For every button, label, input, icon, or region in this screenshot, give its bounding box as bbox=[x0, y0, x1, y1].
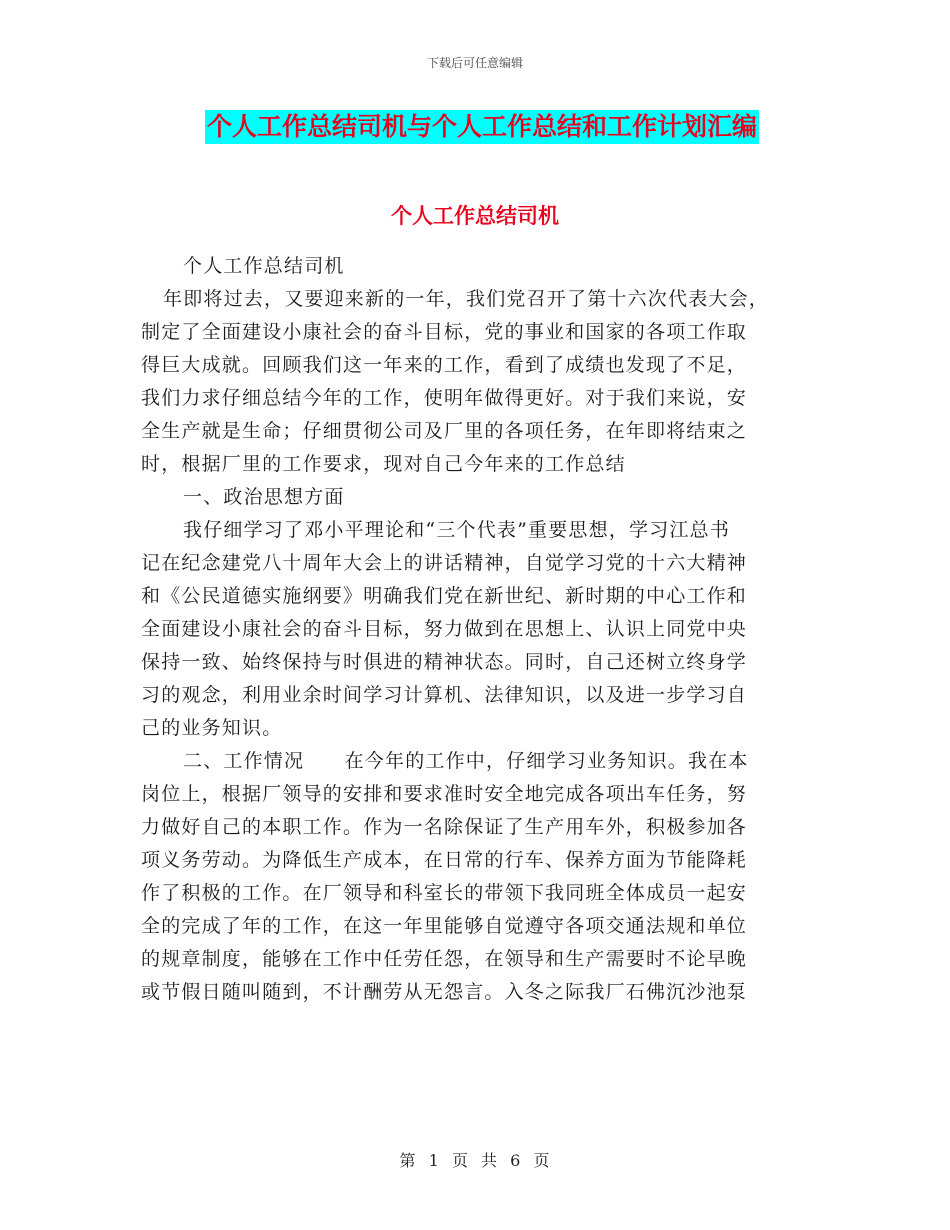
body-line: 全面建设小康社会的奋斗目标，努力做到在思想上、认识上同党中央 bbox=[141, 618, 748, 640]
body-line: 一、政治思想方面 bbox=[183, 486, 345, 508]
document-body bbox=[141, 250, 816, 1009]
body-line: 己的业务知识。 bbox=[141, 717, 283, 739]
body-line: 年即将过去，又要迎来新的一年，我们党召开了第十六次代表大会， bbox=[163, 288, 770, 310]
body-line: 作了积极的工作。在厂领导和科室长的带领下我同班全体成员一起安 bbox=[141, 882, 748, 904]
body-line: 记在纪念建党八十周年大会上的讲话精神，自觉学习党的十六大精神 bbox=[141, 552, 748, 574]
body-line: 的规章制度，能够在工作中任劳任怨，在领导和生产需要时不论早晚 bbox=[141, 948, 748, 970]
footer-page-label: 第 bbox=[399, 1151, 417, 1170]
footer-total-unit: 页 bbox=[533, 1151, 551, 1170]
footer-page-current: 1 bbox=[428, 1151, 440, 1170]
document-title: 个人工作总结司机与个人工作总结和工作计划汇编 bbox=[205, 110, 759, 144]
body-line: 我仔细学习了邓小平理论和“三个代表”重要思想，学习江总书 bbox=[183, 519, 731, 541]
body-line: 我们力求仔细总结今年的工作，使明年做得更好。对于我们来说，安 bbox=[141, 387, 748, 409]
body-line: 时，根据厂里的工作要求，现对自己今年来的工作总结 bbox=[141, 453, 626, 475]
body-line: 项义务劳动。为降低生产成本，在日常的行车、保养方面为节能降耗 bbox=[141, 849, 748, 871]
footer-total-label: 共 bbox=[481, 1151, 499, 1170]
page-header-note: 下载后可任意编辑 bbox=[426, 56, 523, 70]
page-footer bbox=[0, 1148, 950, 1171]
body-line: 或节假日随叫随到，不计酬劳从无怨言。入冬之际我厂石佛沉沙池泵 bbox=[141, 981, 748, 1003]
body-line: 制定了全面建设小康社会的奋斗目标，党的事业和国家的各项工作取 bbox=[141, 321, 748, 343]
body-line: 岗位上，根据厂领导的安排和要求准时安全地完成各项出车任务，努 bbox=[141, 783, 748, 805]
body-line: 全生产就是生命；仔细贯彻公司及厂里的各项任务，在年即将结束之 bbox=[141, 420, 748, 442]
body-line: 二、工作情况 在今年的工作中，仔细学习业务知识。我在本 bbox=[183, 750, 749, 772]
body-line: 全的完成了年的工作，在这一年里能够自觉遵守各项交通法规和单位 bbox=[141, 915, 748, 937]
body-line: 个人工作总结司机 bbox=[183, 255, 345, 277]
body-line: 力做好自己的本职工作。作为一名除保证了生产用车外，积极参加各 bbox=[141, 816, 748, 838]
body-line: 和《公民道德实施纲要》明确我们党在新世纪、新时期的中心工作和 bbox=[141, 585, 748, 607]
body-line: 得巨大成就。回顾我们这一年来的工作，看到了成绩也发现了不足， bbox=[141, 354, 748, 376]
section-title: 个人工作总结司机 bbox=[391, 203, 559, 228]
body-line: 保持一致、始终保持与时俱进的精神状态。同时，自己还树立终身学 bbox=[141, 651, 748, 673]
body-line: 习的观念，利用业余时间学习计算机、法律知识，以及进一步学习自 bbox=[141, 684, 748, 706]
footer-page-unit: 页 bbox=[451, 1151, 469, 1170]
footer-page-total: 6 bbox=[510, 1151, 522, 1170]
